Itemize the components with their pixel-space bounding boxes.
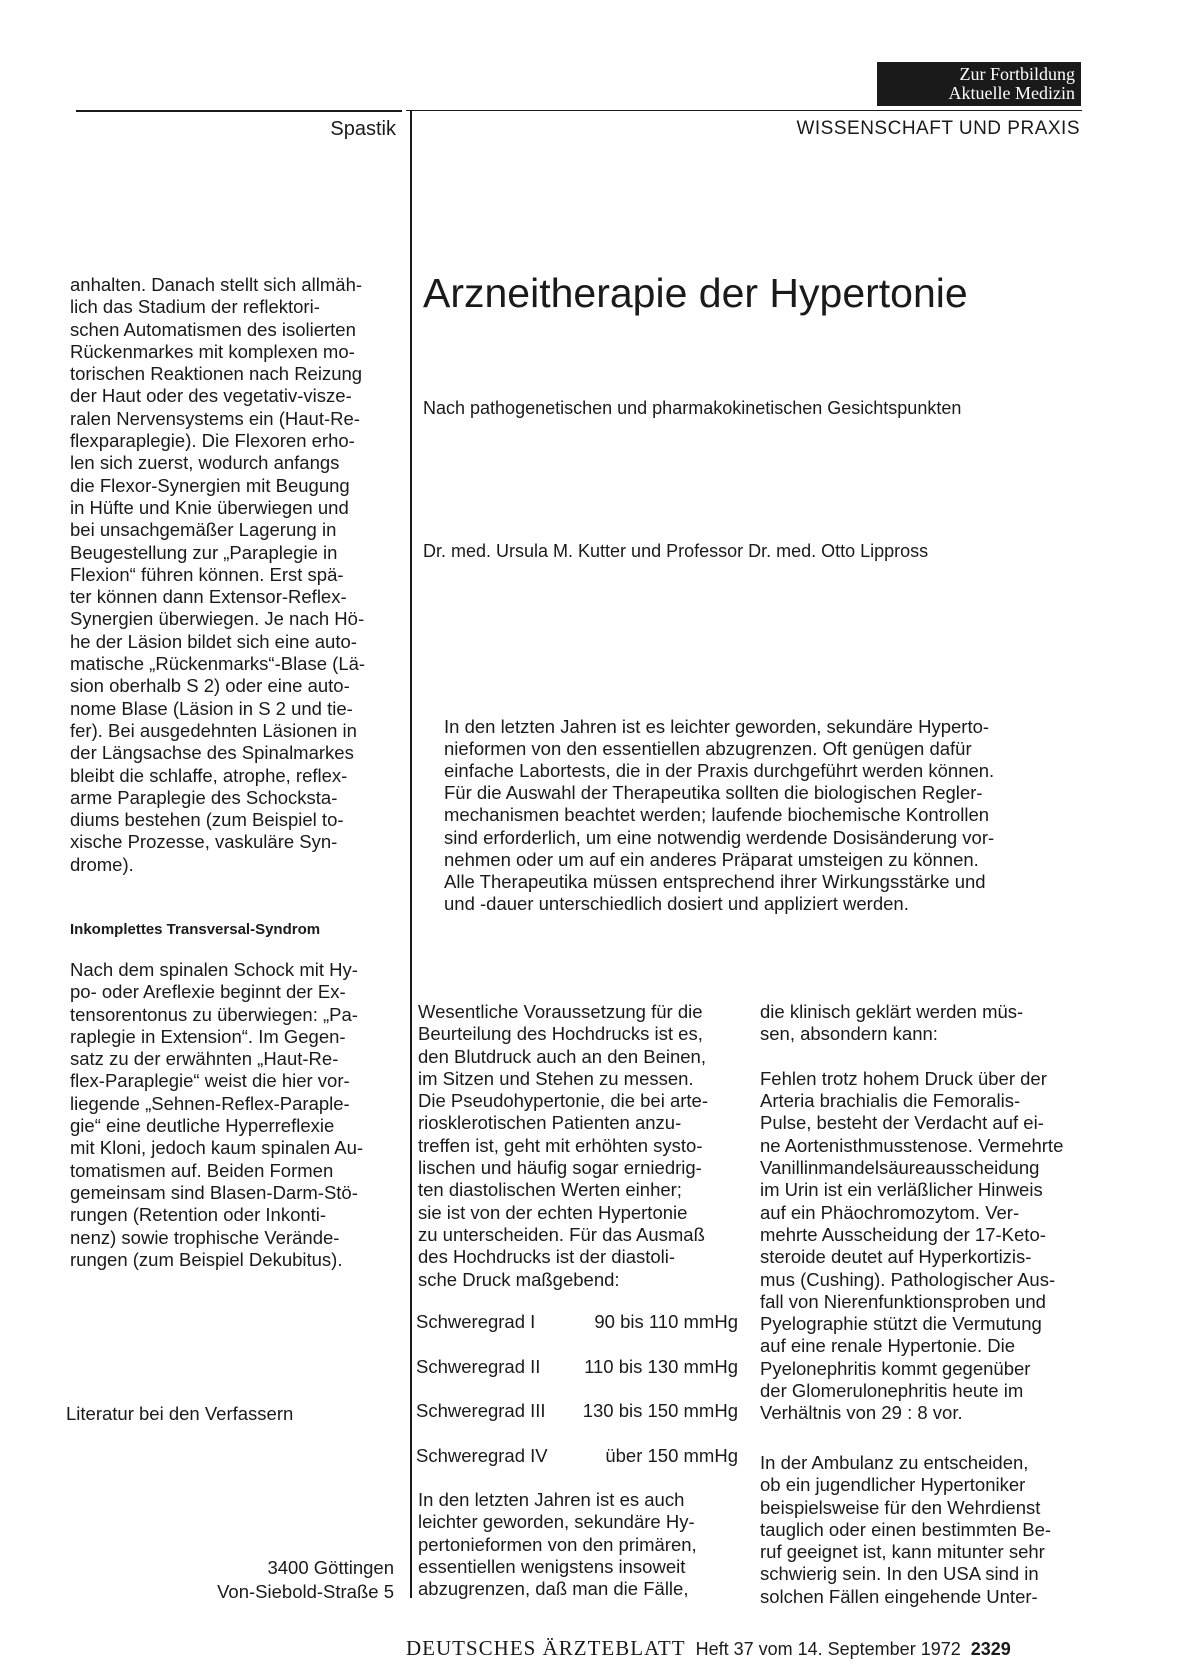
severity-grade-value: über 150 mmHg bbox=[605, 1445, 738, 1466]
middle-column-paragraph-2: In den letzten Jahren ist es auch leichter geworden, sekundäre Hy- pertonieformen von den primären, essentiellen wenigstens insoweit abzugrenzen, daß man die Fälle, bbox=[418, 1489, 697, 1600]
column-divider bbox=[410, 110, 412, 1598]
right-column-paragraph-2: In der Ambulanz zu entscheiden, ob ein jugendlicher Hypertoniker beispielsweise für den Wehrdienst tauglich oder einen bestimmten Be- ruf geeignet ist, kann mitunter sehr schwierig sein. In den USA sind in solchen Fällen eingehende Unter- bbox=[760, 1452, 1052, 1607]
article-title: Arzneitherapie der Hypertonie bbox=[423, 270, 968, 316]
middle-column-paragraph-1: Wesentliche Voraussetzung für die Beurteilung des Hochdrucks ist es, den Blutdruck auch an den Beinen, im Sitzen und Stehen zu messen. Die Pseudohypertonie, die bei arte- riosklerotischen Patienten anzu- treffen ist, geht mit erhöhten systo- lischen und häufig sogar erniedrig- ten diastolischen Werten einher; sie ist von der echten Hypertonie zu unterscheiden. Für das Ausmaß des Hochdrucks ist der diastoli- sche Druck maßgebend: bbox=[418, 1001, 709, 1290]
article-abstract: In den letzten Jahren ist es leichter geworden, sekundäre Hyperto- nieformen von den essentiellen abzugrenzen. Oft genügen dafür einfache Labortests, die in der Praxis durchgeführt werden können. Für die Auswahl der Therapeutika sollten die biologischen Regler- mechanismen beachtet werden; laufende biochemische Kontrollen sind erforderlich, um eine notwendig werdende Dosisänderung vor- nehmen oder um auf ein anderes Präparat umsteigen zu können. Alle Therapeutika müssen entsprechend ihrer Wirkungsstärke und und -dauer unterschiedlich dosiert und appliziert werden. bbox=[444, 715, 995, 915]
running-head-right: WISSENSCHAFT UND PRAXIS bbox=[796, 118, 1080, 139]
literature-note: Literatur bei den Verfassern bbox=[66, 1403, 294, 1424]
article-authors: Dr. med. Ursula M. Kutter und Professor Dr. med. Otto Lippross bbox=[423, 541, 929, 561]
severity-grade-value: 130 bis 150 mmHg bbox=[582, 1400, 738, 1421]
page-footer bbox=[406, 1636, 1080, 1661]
severity-grade-row bbox=[416, 1356, 738, 1378]
severity-grade-value: 90 bis 110 mmHg bbox=[594, 1311, 738, 1332]
section-label-line2: Aktuelle Medizin bbox=[948, 83, 1075, 103]
left-column-paragraph-2: Nach dem spinalen Schock mit Hy- po- oder Areflexie beginnt der Ex- tensorentonus zu überwiegen: „Pa- raplegie in Extension“. Im Gegen- satz zu der erwähnten „Haut-Re- flex-Paraplegie“ weist die hier vor- liegende „Sehnen-Reflex-Paraple- gie“ eine deutliche Hyperreflexie mit Kloni, jedoch kaum spinalen Au- tomatismen auf. Beiden Formen gemeinsam sind Blasen-Darm-Stö- rungen (Retention oder Inkonti- nenz) sowie trophische Verände- rungen (zum Beispiel Dekubitus). bbox=[70, 959, 364, 1270]
severity-grade-row bbox=[416, 1400, 738, 1422]
severity-grade-value: 110 bis 130 mmHg bbox=[584, 1356, 738, 1377]
author-address: 3400 Göttingen Von-Siebold-Straße 5 bbox=[217, 1557, 394, 1602]
severity-grade-row bbox=[416, 1445, 738, 1467]
severity-grade-label: Schweregrad I bbox=[416, 1311, 536, 1332]
header-rule-left bbox=[76, 110, 402, 112]
running-head-left: Spastik bbox=[330, 118, 396, 140]
right-column-paragraph-1: die klinisch geklärt werden müs- sen, absondern kann: Fehlen trotz hohem Druck über der Arteria brachialis die Femoralis- Pulse, besteht der Verdacht auf ei- ne Aortenisthmusstenose. Vermehrte Vanillinmandelsäureausscheidung im Urin ist ein verläßlicher Hinweis auf ein Phäochromozytom. Ver- mehrte Ausscheidung der 17-Keto- steroide deutet auf Hyperkortizis- mus (Cushing). Pathologischer Aus- fall von Nierenfunktionsproben und Pyelographie stützt die Vermutung auf eine renale Hypertonie. Die Pyelonephritis kommt gegenüber der Glomerulonephritis heute im Verhältnis von 29 : 8 vor. bbox=[760, 1001, 1064, 1424]
header-rule-right bbox=[406, 110, 1082, 111]
severity-grade-label: Schweregrad II bbox=[416, 1356, 541, 1377]
severity-grade-row bbox=[416, 1311, 738, 1333]
publication-name: DEUTSCHES ÄRZTEBLATT bbox=[406, 1636, 686, 1660]
section-subheading: Inkomplettes Transversal-Syndrom bbox=[70, 921, 321, 938]
left-column-paragraph-1: anhalten. Danach stellt sich allmäh- lich das Stadium der reflektori- schen Automatismen des isolierten Rückenmarkes mit komplexen mo- torischen Reaktionen nach Reizung der Haut oder des vegetativ-visze- ralen Nervensystems ein (Haut-Re- flexparaplegie). Die Flexoren erho- len sich zuerst, wodurch anfangs die Flexor-Synergien mit Beugung in Hüfte und Knie überwiegen und bei unsachgemäßer Lagerung in Beugestellung zur „Paraplegie in Flexion“ führen können. Erst spä- ter können dann Extensor-Reflex- Synergien überwiegen. Je nach Hö- he der Läsion bildet sich eine auto- matische „Rückenmarks“-Blase (Lä- sion oberhalb S 2) oder eine auto- nome Blase (Läsion in S 2 und tie- fer). Bei ausgedehnten Läsionen in der Längsachse des Spinalmarkes bleibt die schlaffe, atrophe, reflex- arme Paraplegie des Schocksta- diums bestehen (zum Beispiel to- xische Prozesse, vaskuläre Syn- drome). bbox=[70, 274, 366, 875]
page-number: 2329 bbox=[970, 1639, 1011, 1659]
article-subtitle: Nach pathogenetischen und pharmakokinetischen Gesichtspunkten bbox=[423, 398, 962, 418]
section-label-box bbox=[877, 62, 1081, 106]
section-label-line1: Zur Fortbildung bbox=[959, 64, 1075, 84]
severity-grade-label: Schweregrad III bbox=[416, 1400, 546, 1421]
severity-grade-label: Schweregrad IV bbox=[416, 1445, 548, 1466]
issue-info: Heft 37 vom 14. September 1972 bbox=[695, 1639, 961, 1659]
